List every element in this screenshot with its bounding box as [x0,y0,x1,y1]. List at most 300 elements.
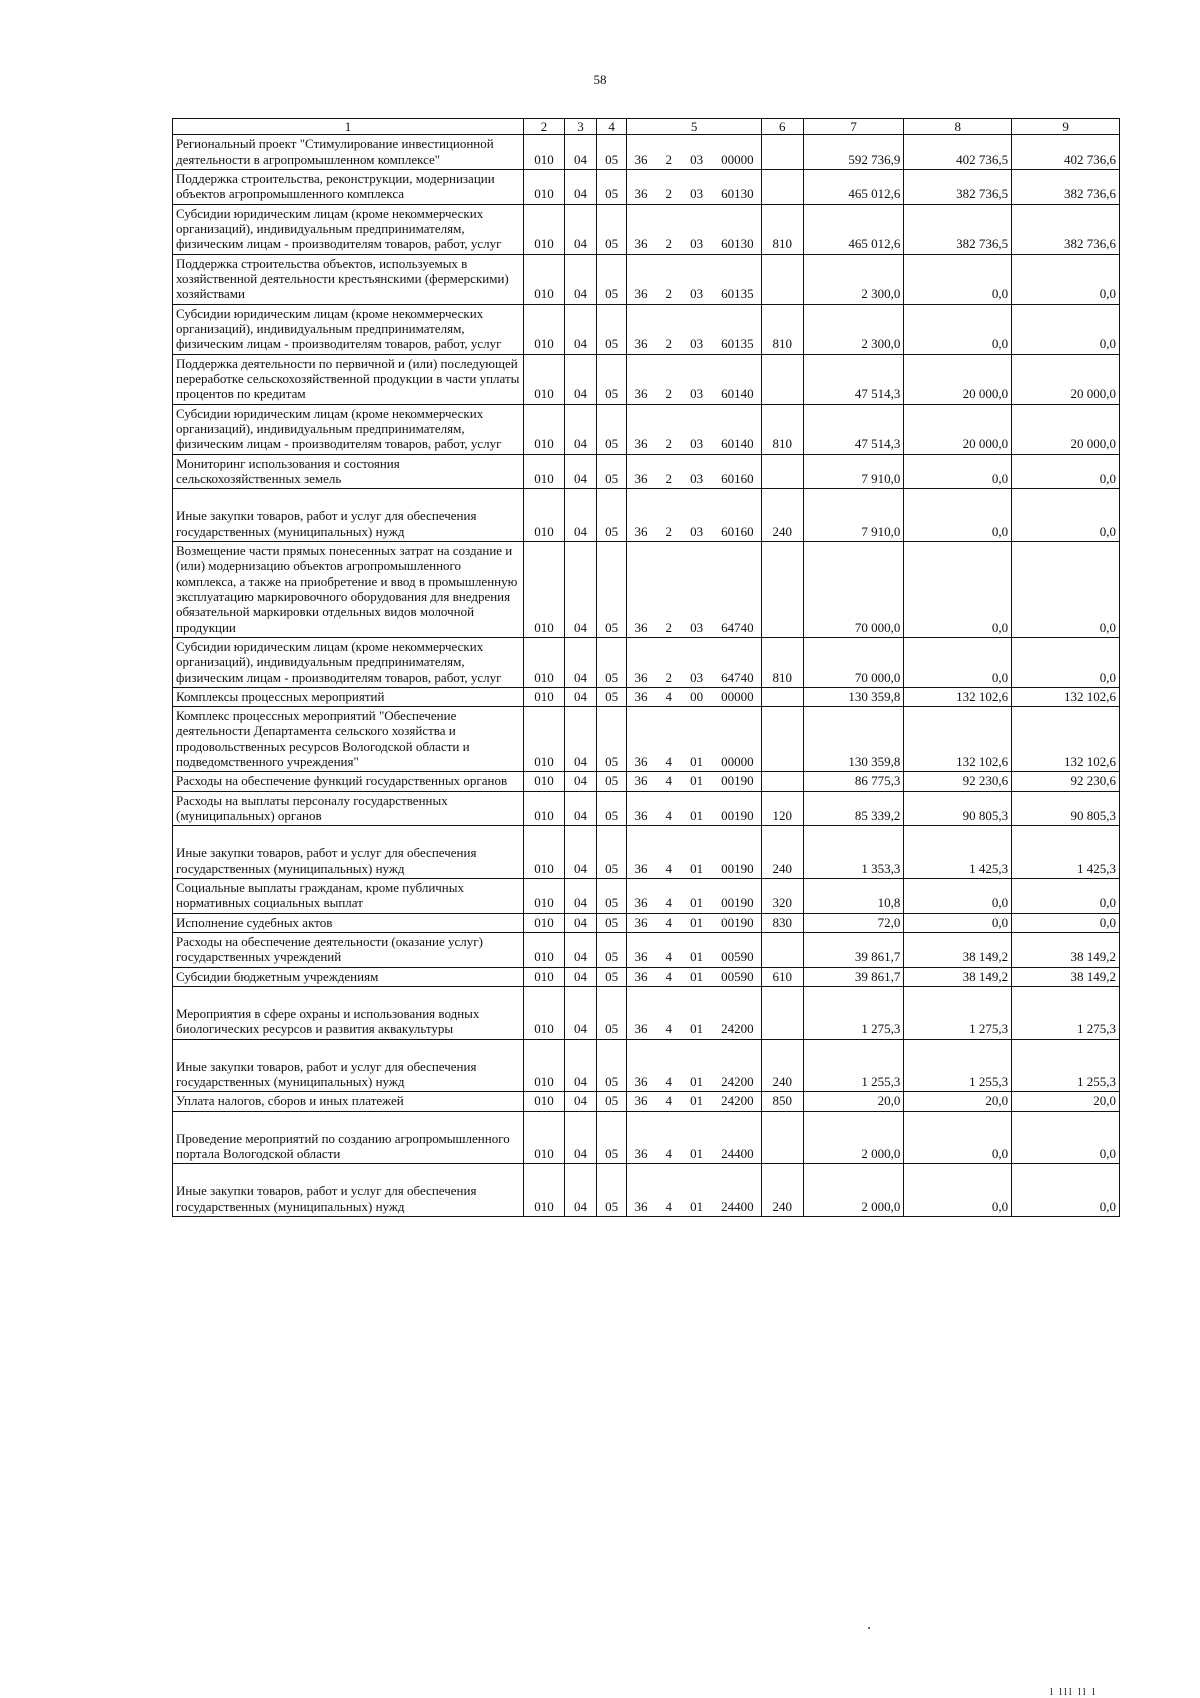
subsection-code-cell: 05 [596,404,627,454]
amount-year3-cell: 0,0 [1012,541,1120,637]
amount-year1-cell: 7 910,0 [803,454,903,489]
amount-year3-cell: 132 102,6 [1012,707,1120,772]
section-code-cell: 04 [565,879,597,914]
target-article-part: 60135 [721,286,754,302]
admin-code-cell: 010 [523,489,564,542]
table-row [173,304,1120,354]
target-article-part: 03 [690,151,704,167]
amount-year2-cell: 0,0 [904,254,1012,304]
row-name-cell [173,687,524,706]
amount-year3-cell: 90 805,3 [1012,791,1120,826]
target-article-part: 00190 [721,914,754,930]
target-article-cell [627,204,761,254]
row-name: Поддержка строительства объектов, используемых в хозяйственной деятельности крестьянскими (фермерскими) хозяйствами [176,255,509,302]
admin-code-cell: 010 [523,254,564,304]
amount-year1-cell: 47 514,3 [803,404,903,454]
target-article-code [630,773,757,788]
row-name: Иные закупки товаров, работ и услуг для обеспечения государственных (муниципальных) нужд [176,508,477,539]
target-article-cell [627,404,761,454]
amount-year3-cell: 132 102,6 [1012,687,1120,706]
amount-year3-cell: 0,0 [1012,254,1120,304]
amount-year1-cell: 39 861,7 [803,933,903,968]
target-article-part: 00590 [721,968,754,984]
header-cell-9: 9 [1012,119,1120,135]
table-row [173,541,1120,637]
table-row [173,204,1120,254]
table-row [173,967,1120,986]
target-article-cell [627,637,761,687]
admin-code-cell: 010 [523,135,564,170]
row-name-cell [173,967,524,986]
table-row [173,826,1120,879]
target-article-cell [627,304,761,354]
target-article-part: 03 [690,236,704,252]
row-name-cell [173,541,524,637]
target-article-part: 4 [665,773,673,789]
expense-type-cell: 810 [761,637,803,687]
footer-barcode-marks: l lll ll l [1050,1687,1097,1698]
subsection-code-cell: 05 [596,1111,627,1164]
target-article-part: 36 [634,1198,648,1214]
row-name-cell [173,1092,524,1111]
section-code-cell: 04 [565,254,597,304]
row-name: Иные закупки товаров, работ и услуг для обеспечения государственных (муниципальных) нужд [176,1183,477,1214]
target-article-part: 36 [634,914,648,930]
amount-year2-cell: 0,0 [904,454,1012,489]
expense-type-cell: 810 [761,404,803,454]
budget-table [172,118,1120,1217]
amount-year1-cell: 2 000,0 [803,1164,903,1217]
row-name-cell [173,454,524,489]
target-article-part: 36 [634,286,648,302]
admin-code-cell: 010 [523,454,564,489]
admin-code-cell: 010 [523,204,564,254]
row-name-cell [173,404,524,454]
target-article-code [630,1074,757,1089]
row-name: Комплекс процессных мероприятий "Обеспечение деятельности Департамента сельского хозяйства и продовольственных ресурсов Вологодской области и подведомственного учреждения" [176,708,470,770]
subsection-code-cell: 05 [596,913,627,932]
admin-code-cell: 010 [523,933,564,968]
subsection-code-cell: 05 [596,254,627,304]
target-article-part: 36 [634,236,648,252]
target-article-part: 03 [690,186,704,202]
row-spacer [176,490,520,508]
amount-year2-cell: 382 736,5 [904,169,1012,204]
admin-code-cell: 010 [523,541,564,637]
table-row [173,1092,1120,1111]
amount-year2-cell: 0,0 [904,541,1012,637]
target-article-part: 01 [690,1093,704,1109]
table-row [173,254,1120,304]
target-article-part: 60140 [721,436,754,452]
target-article-part: 36 [634,386,648,402]
target-article-cell [627,169,761,204]
amount-year3-cell: 38 149,2 [1012,933,1120,968]
target-article-code [630,386,757,401]
subsection-code-cell: 05 [596,826,627,879]
target-article-part: 01 [690,949,704,965]
target-article-cell [627,967,761,986]
amount-year1-cell: 1 255,3 [803,1039,903,1092]
admin-code-cell: 010 [523,967,564,986]
expense-type-cell [761,354,803,404]
row-name: Региональный проект "Стимулирование инвестиционной деятельности в агропромышленном комплексе" [176,136,494,167]
target-article-cell [627,933,761,968]
section-code-cell: 04 [565,791,597,826]
target-article-part: 01 [690,860,704,876]
expense-type-cell: 610 [761,967,803,986]
target-article-part: 4 [665,860,673,876]
expense-type-cell [761,772,803,791]
header-cell-2: 2 [523,119,564,135]
target-article-cell [627,489,761,542]
target-article-code [630,186,757,201]
admin-code-cell: 010 [523,707,564,772]
target-article-part: 4 [665,808,673,824]
row-name: Субсидии юридическим лицам (кроме некоммерческих организаций), индивидуальным предпринимателям, физическим лицам - производителям товаров, работ, услуг [176,305,502,352]
amount-year1-cell: 85 339,2 [803,791,903,826]
amount-year3-cell: 0,0 [1012,1111,1120,1164]
subsection-code-cell: 05 [596,1164,627,1217]
expense-type-cell: 320 [761,879,803,914]
subsection-code-cell: 05 [596,791,627,826]
amount-year3-cell: 1 275,3 [1012,987,1120,1040]
row-name-cell [173,135,524,170]
expense-type-cell: 810 [761,204,803,254]
subsection-code-cell: 05 [596,987,627,1040]
section-code-cell: 04 [565,687,597,706]
row-name: Исполнение судебных актов [176,914,333,930]
target-article-cell [627,987,761,1040]
amount-year2-cell: 382 736,5 [904,204,1012,254]
target-article-part: 03 [690,286,704,302]
target-article-part: 4 [665,895,673,911]
table-row [173,1111,1120,1164]
row-name-cell [173,489,524,542]
target-article-part: 03 [690,669,704,685]
admin-code-cell: 010 [523,169,564,204]
section-code-cell: 04 [565,933,597,968]
amount-year3-cell: 0,0 [1012,637,1120,687]
row-name-cell [173,879,524,914]
header-cell-4: 4 [596,119,627,135]
expense-type-cell [761,454,803,489]
amount-year1-cell: 86 775,3 [803,772,903,791]
subsection-code-cell: 05 [596,1092,627,1111]
target-article-part: 01 [690,895,704,911]
amount-year3-cell: 0,0 [1012,304,1120,354]
row-name-cell [173,1164,524,1217]
target-article-part: 4 [665,1074,673,1090]
target-article-part: 00000 [721,754,754,770]
target-article-part: 00 [690,688,704,704]
subsection-code-cell: 05 [596,933,627,968]
target-article-part: 36 [634,1074,648,1090]
amount-year2-cell: 90 805,3 [904,791,1012,826]
target-article-part: 2 [665,619,673,635]
section-code-cell: 04 [565,541,597,637]
target-article-part: 2 [665,236,673,252]
section-code-cell: 04 [565,169,597,204]
target-article-part: 01 [690,1146,704,1162]
table-row [173,987,1120,1040]
admin-code-cell: 010 [523,1092,564,1111]
subsection-code-cell: 05 [596,541,627,637]
target-article-cell [627,1164,761,1217]
target-article-cell [627,354,761,404]
expense-type-cell [761,1111,803,1164]
admin-code-cell: 010 [523,913,564,932]
admin-code-cell: 010 [523,879,564,914]
amount-year3-cell: 382 736,6 [1012,169,1120,204]
target-article-part: 4 [665,1198,673,1214]
target-article-cell [627,879,761,914]
amount-year1-cell: 70 000,0 [803,541,903,637]
row-name: Субсидии юридическим лицам (кроме некоммерческих организаций), индивидуальным предпринимателям, физическим лицам - производителям товаров, работ, услуг [176,405,502,452]
amount-year1-cell: 39 861,7 [803,967,903,986]
amount-year3-cell: 382 736,6 [1012,204,1120,254]
target-article-code [630,670,757,685]
table-row [173,707,1120,772]
amount-year1-cell: 465 012,6 [803,204,903,254]
row-name-cell [173,791,524,826]
expense-type-cell [761,169,803,204]
header-cell-7: 7 [803,119,903,135]
target-article-part: 03 [690,470,704,486]
row-name-cell [173,772,524,791]
target-article-code [630,236,757,251]
table-row [173,879,1120,914]
amount-year1-cell: 47 514,3 [803,354,903,404]
target-article-part: 36 [634,619,648,635]
target-article-cell [627,1092,761,1111]
target-article-part: 60160 [721,470,754,486]
amount-year2-cell: 0,0 [904,304,1012,354]
admin-code-cell: 010 [523,826,564,879]
target-article-part: 01 [690,808,704,824]
row-name-cell [173,254,524,304]
target-article-part: 36 [634,186,648,202]
scan-speck [868,1627,870,1629]
target-article-part: 00000 [721,151,754,167]
target-article-part: 36 [634,968,648,984]
row-name: Комплексы процессных мероприятий [176,688,385,704]
section-code-cell: 04 [565,637,597,687]
header-cell-6: 6 [761,119,803,135]
table-row [173,933,1120,968]
amount-year2-cell: 402 736,5 [904,135,1012,170]
subsection-code-cell: 05 [596,967,627,986]
amount-year3-cell: 92 230,6 [1012,772,1120,791]
expense-type-cell: 240 [761,1164,803,1217]
target-article-part: 01 [690,1021,704,1037]
table-header-row [173,119,1120,135]
amount-year3-cell: 0,0 [1012,913,1120,932]
target-article-part: 36 [634,1146,648,1162]
target-article-code [630,915,757,930]
target-article-code [630,436,757,451]
expense-type-cell: 240 [761,489,803,542]
header-cell-8: 8 [904,119,1012,135]
target-article-code [630,969,757,984]
target-article-cell [627,826,761,879]
target-article-part: 2 [665,336,673,352]
target-article-code [630,949,757,964]
amount-year1-cell: 20,0 [803,1092,903,1111]
admin-code-cell: 010 [523,1164,564,1217]
target-article-cell [627,913,761,932]
table-row [173,1039,1120,1092]
target-article-code [630,689,757,704]
amount-year1-cell: 1 275,3 [803,987,903,1040]
target-article-part: 2 [665,470,673,486]
target-article-part: 24400 [721,1146,754,1162]
expense-type-cell [761,541,803,637]
section-code-cell: 04 [565,772,597,791]
target-article-code [630,895,757,910]
subsection-code-cell: 05 [596,304,627,354]
target-article-part: 36 [634,669,648,685]
expense-type-cell: 120 [761,791,803,826]
admin-code-cell: 010 [523,772,564,791]
row-name-cell [173,933,524,968]
subsection-code-cell: 05 [596,204,627,254]
table-row [173,687,1120,706]
row-name: Поддержка строительства, реконструкции, модернизации объектов агропромышленного комплекса [176,170,495,202]
row-name-cell [173,304,524,354]
target-article-part: 01 [690,968,704,984]
row-name: Расходы на обеспечение деятельности (оказание услуг) государственных учреждений [176,934,483,965]
subsection-code-cell: 05 [596,637,627,687]
row-name-cell [173,987,524,1040]
target-article-part: 36 [634,151,648,167]
expense-type-cell: 830 [761,913,803,932]
section-code-cell: 04 [565,454,597,489]
expense-type-cell: 240 [761,826,803,879]
row-name: Поддержка деятельности по первичной и (или) последующей переработке сельскохозяйственной продукции в части уплаты процентов по кредитам [176,355,520,402]
target-article-part: 60130 [721,236,754,252]
target-article-part: 01 [690,773,704,789]
target-article-part: 4 [665,688,673,704]
target-article-cell [627,541,761,637]
target-article-cell [627,772,761,791]
expense-type-cell: 810 [761,304,803,354]
amount-year2-cell: 20 000,0 [904,404,1012,454]
row-spacer [176,1165,520,1183]
target-article-part: 36 [634,949,648,965]
subsection-code-cell: 05 [596,879,627,914]
subsection-code-cell: 05 [596,1039,627,1092]
table-row [173,791,1120,826]
amount-year3-cell: 38 149,2 [1012,967,1120,986]
amount-year2-cell: 0,0 [904,1164,1012,1217]
target-article-part: 36 [634,336,648,352]
target-article-part: 36 [634,860,648,876]
target-article-part: 60160 [721,523,754,539]
amount-year1-cell: 592 736,9 [803,135,903,170]
expense-type-cell: 850 [761,1092,803,1111]
target-article-part: 2 [665,436,673,452]
row-name: Иные закупки товаров, работ и услуг для обеспечения государственных (муниципальных) нужд [176,1058,477,1090]
target-article-part: 4 [665,1146,673,1162]
target-article-part: 24400 [721,1198,754,1214]
subsection-code-cell: 05 [596,707,627,772]
row-name-cell [173,707,524,772]
target-article-part: 2 [665,151,673,167]
table-row [173,489,1120,542]
row-spacer [176,1041,520,1059]
amount-year1-cell: 70 000,0 [803,637,903,687]
target-article-part: 36 [634,1021,648,1037]
amount-year3-cell: 1 255,3 [1012,1039,1120,1092]
section-code-cell: 04 [565,826,597,879]
target-article-part: 36 [634,754,648,770]
target-article-part: 60140 [721,386,754,402]
row-name-cell [173,637,524,687]
target-article-part: 2 [665,186,673,202]
row-name-cell [173,204,524,254]
table-row [173,1164,1120,1217]
target-article-part: 4 [665,1021,673,1037]
amount-year2-cell: 132 102,6 [904,707,1012,772]
target-article-part: 36 [634,688,648,704]
subsection-code-cell: 05 [596,489,627,542]
target-article-code [630,152,757,167]
target-article-part: 4 [665,968,673,984]
target-article-part: 64740 [721,669,754,685]
row-name: Уплата налогов, сборов и иных платежей [176,1093,404,1109]
section-code-cell: 04 [565,913,597,932]
target-article-part: 36 [634,808,648,824]
row-name-cell [173,169,524,204]
target-article-part: 2 [665,386,673,402]
amount-year3-cell: 20 000,0 [1012,404,1120,454]
target-article-part: 01 [690,1074,704,1090]
target-article-code [630,1146,757,1161]
row-spacer [176,1113,520,1131]
target-article-part: 01 [690,1198,704,1214]
table-row [173,354,1120,404]
table-row [173,637,1120,687]
amount-year1-cell: 130 359,8 [803,687,903,706]
target-article-part: 24200 [721,1093,754,1109]
target-article-part: 00590 [721,949,754,965]
page-number: 58 [593,72,607,87]
amount-year3-cell: 20,0 [1012,1092,1120,1111]
amount-year1-cell: 2 000,0 [803,1111,903,1164]
amount-year1-cell: 465 012,6 [803,169,903,204]
admin-code-cell: 010 [523,1111,564,1164]
header-cell-5: 5 [627,119,761,135]
amount-year2-cell: 20 000,0 [904,354,1012,404]
target-article-part: 36 [634,523,648,539]
row-name: Субсидии юридическим лицам (кроме некоммерческих организаций), индивидуальным предпринимателям, физическим лицам - производителям товаров, работ, услуг [176,205,502,252]
target-article-part: 4 [665,949,673,965]
section-code-cell: 04 [565,135,597,170]
target-article-part: 4 [665,754,673,770]
admin-code-cell: 010 [523,791,564,826]
row-name-cell [173,354,524,404]
target-article-cell [627,791,761,826]
target-article-part: 01 [690,754,704,770]
section-code-cell: 04 [565,489,597,542]
subsection-code-cell: 05 [596,687,627,706]
target-article-part: 03 [690,436,704,452]
section-code-cell: 04 [565,1164,597,1217]
amount-year3-cell: 1 425,3 [1012,826,1120,879]
admin-code-cell: 010 [523,304,564,354]
target-article-part: 00190 [721,860,754,876]
